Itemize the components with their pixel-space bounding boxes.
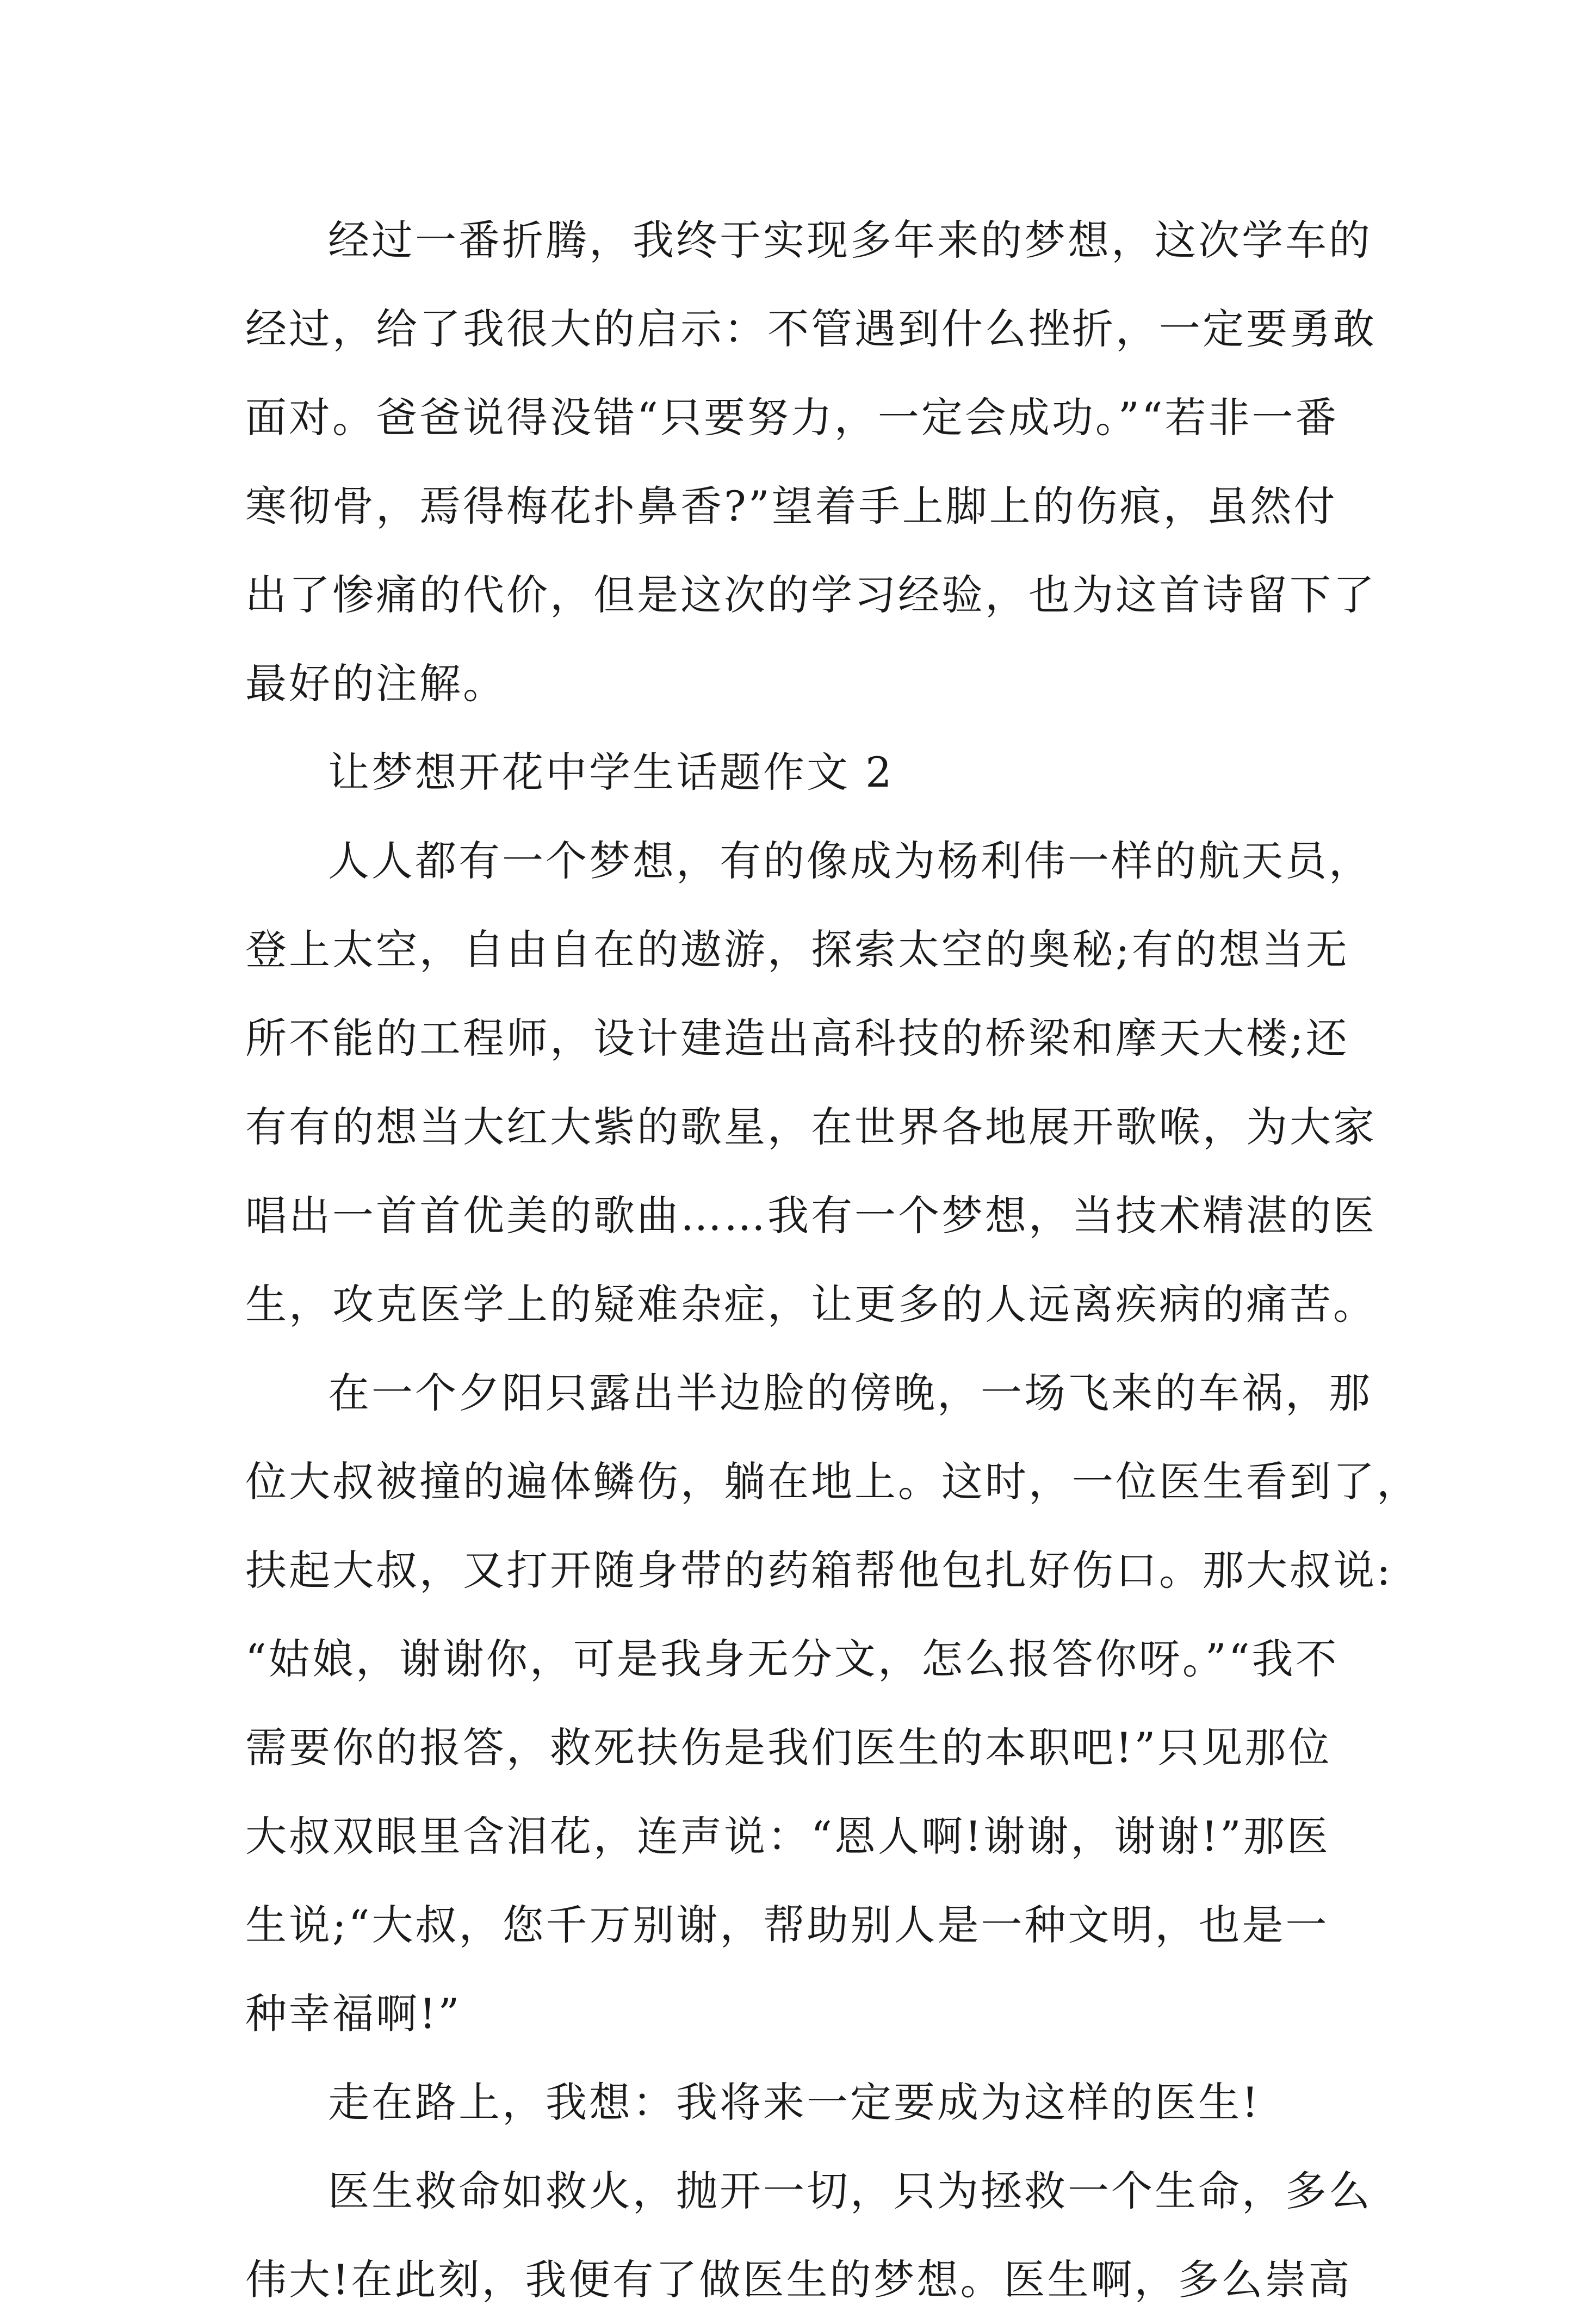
text-line: 医生救命如救火，抛开一切，只为拯救一个生命，多么 [328,2167,1372,2215]
text-line: 寒彻骨，焉得梅花扑鼻香?”望着手上脚上的伤痕，虽然付 [245,482,1337,530]
text-line: 种幸福啊!” [245,1989,462,2038]
text-line: 有有的想当大红大紫的歌星，在世界各地展开歌喉，为大家 [245,1103,1377,1151]
text-line: 最好的注解。 [245,659,506,708]
text-line: 唱出一首首优美的歌曲……我有一个梦想，当技术精湛的医 [245,1191,1377,1240]
text-line: 面对。爸爸说得没错“只要努力，一定会成功。”“若非一番 [245,393,1339,442]
text-line: 经过一番折腾，我终于实现多年来的梦想，这次学车的 [328,216,1372,264]
text-line: 大叔双眼里含泪花，连声说：“恩人啊!谢谢，谢谢!”那医 [245,1812,1330,1861]
text-line: 经过，给了我很大的启示：不管遇到什么挫折，一定要勇敢 [245,305,1377,353]
text-line: “姑娘，谢谢你，可是我身无分文，怎么报答你呀。”“我不 [245,1635,1339,1683]
text-line: 登上太空，自由自在的遨游，探索太空的奥秘;有的想当无 [245,925,1349,974]
text-line: 需要你的报答，救死扶伤是我们医生的本职吧!”只见那位 [245,1723,1332,1772]
body-text [245,196,1420,2324]
text-line: 所不能的工程师，设计建造出高科技的桥梁和摩天大楼;还 [245,1014,1349,1062]
text-line: 伟大!在此刻，我便有了做医生的梦想。医生啊，多么崇高 [245,2255,1352,2304]
text-line: 在一个夕阳只露出半边脸的傍晚，一场飞来的车祸，那 [328,1369,1372,1417]
text-line: 走在路上，我想：我将来一定要成为这样的医生! [328,2078,1261,2127]
text-line: 生，攻克医学上的疑难杂症，让更多的人远离疾病的痛苦。 [245,1280,1377,1328]
text-line: 生说;“大叔，您千万别谢，帮助别人是一种文明，也是一 [245,1901,1329,1949]
text-line: 位大叔被撞的遍体鳞伤，躺在地上。这时，一位医生看到了， [245,1457,1420,1506]
text-line: 扶起大叔，又打开随身带的药箱帮他包扎好伤口。那大叔说: [245,1546,1393,1594]
section-heading: 让梦想开花中学生话题作文 2 [328,748,894,796]
text-line: 出了惨痛的代价，但是这次的学习经验，也为这首诗留下了 [245,571,1377,619]
text-line: 人人都有一个梦想，有的像成为杨利伟一样的航天员， [328,837,1372,885]
